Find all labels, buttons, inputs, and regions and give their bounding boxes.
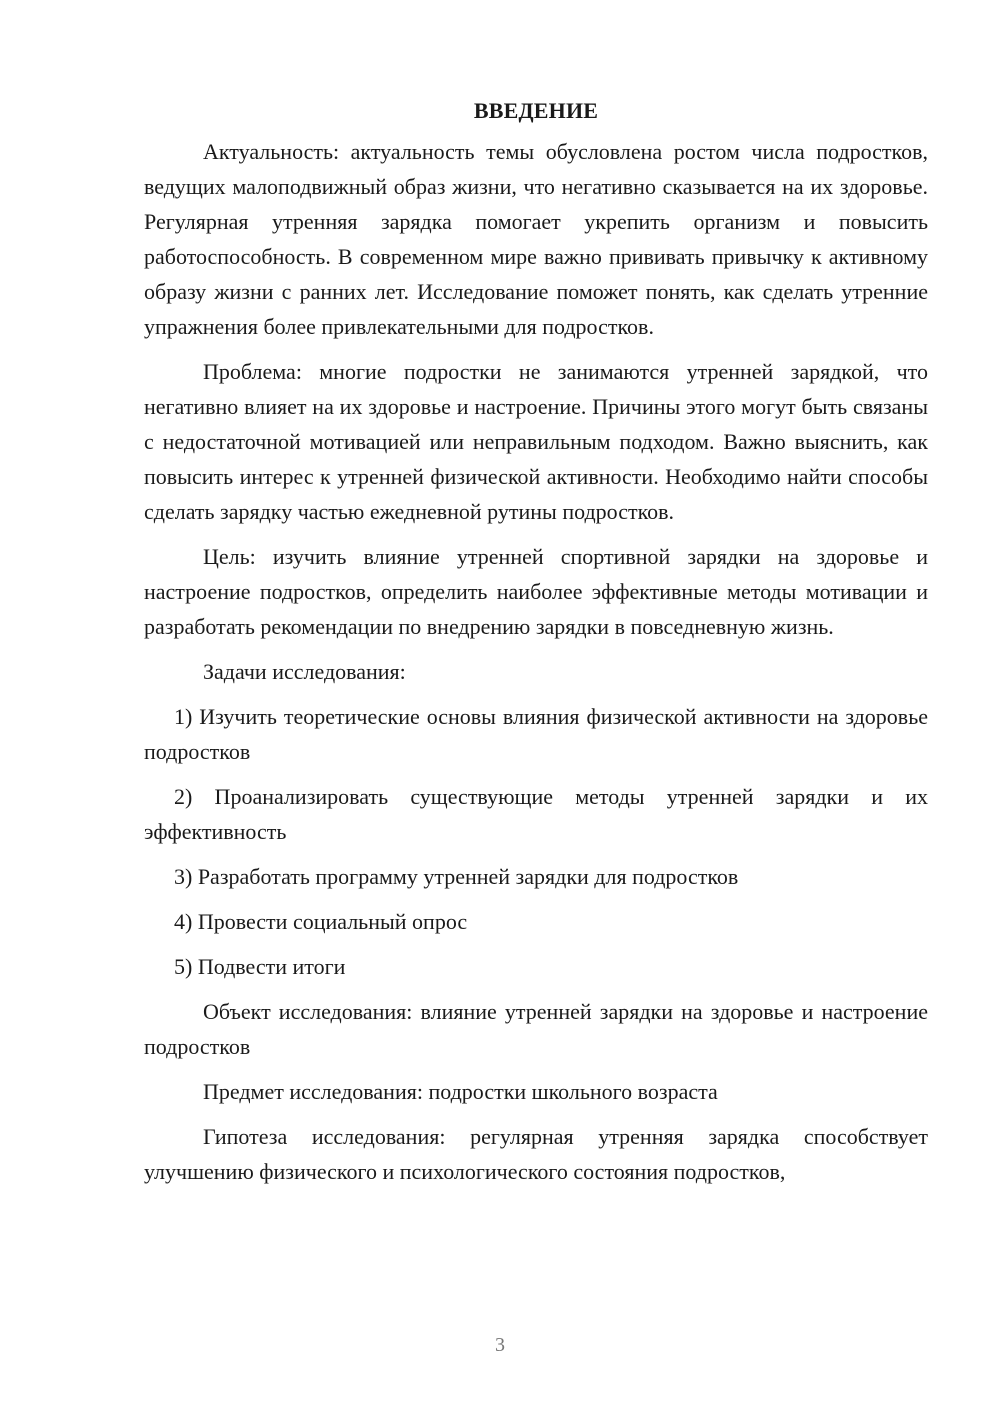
paragraph-hypothesis: Гипотеза исследования: регулярная утренняя зарядка способствует улучшению физического и психологического состояния подростков, <box>144 1124 928 1184</box>
task-item-4: 4) Провести социальный опрос <box>174 909 468 934</box>
task-item-1: 1) Изучить теоретические основы влияния физической активности на здоровье подростков <box>144 704 928 764</box>
paragraph-relevance: Актуальность: актуальность темы обусловлена ростом числа подростков, ведущих малоподвижный образ жизни, что негативно сказывается на их здоровье. Регулярная утренняя зарядка помогает укрепить организм и повысить работоспособность. В современном мире важно прививать привычку к активному образу жизни с ранних лет. Исследование поможет понять, как сделать утренние упражнения более привлекательными для подростков. <box>144 139 928 339</box>
paragraph-goal: Цель: изучить влияние утренней спортивной зарядки на здоровье и настроение подростков, определить наиболее эффективные методы мотивации и разработать рекомендации по внедрению зарядки в повседневную жизнь. <box>144 544 928 639</box>
paragraph-problem: Проблема: многие подростки не занимаются утренней зарядкой, что негативно влияет на их здоровье и настроение. Причины этого могут быть связаны с недостаточной мотивацией или неправильным подходом. Важно выяснить, как повысить интерес к утренней физической активности. Необходимо найти способы сделать зарядку частью ежедневной рутины подростков. <box>144 359 928 524</box>
task-item-2: 2) Проанализировать существующие методы утренней зарядки и их эффективность <box>144 784 928 844</box>
paragraph-object: Объект исследования: влияние утренней зарядки на здоровье и настроение подростков <box>144 999 928 1059</box>
task-item-5: 5) Подвести итоги <box>174 954 346 979</box>
page-number: 3 <box>495 1334 505 1356</box>
task-item-3: 3) Разработать программу утренней зарядки для подростков <box>174 864 739 889</box>
document-page <box>144 96 928 1199</box>
page-title: ВВЕДЕНИЕ <box>473 98 599 123</box>
paragraph-tasks-heading: Задачи исследования: <box>203 659 406 684</box>
paragraph-subject: Предмет исследования: подростки школьного возраста <box>203 1079 718 1104</box>
